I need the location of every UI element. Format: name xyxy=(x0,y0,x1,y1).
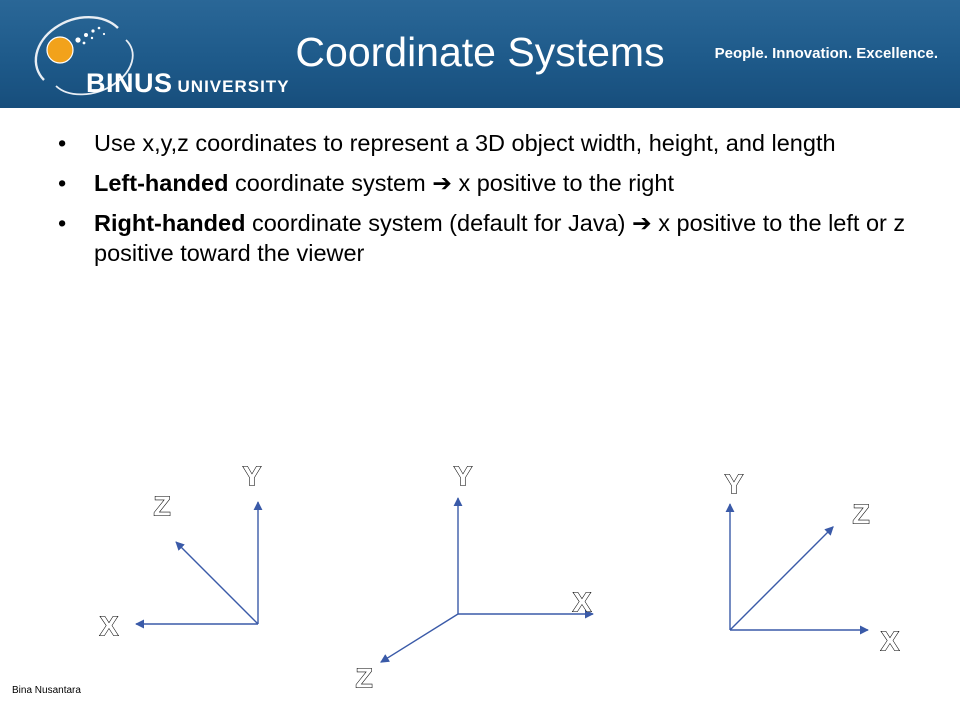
axis-z-label: Z xyxy=(153,490,171,522)
axis-y-label: Y xyxy=(242,460,262,492)
axis-x-label: X xyxy=(572,586,592,618)
bullet-dot-icon: • xyxy=(58,210,67,236)
axis-diagram xyxy=(100,460,262,641)
axis-diagram xyxy=(725,468,900,656)
bullet-dot-icon: • xyxy=(58,130,67,156)
logo-wordmark: BINUS UNIVERSITY xyxy=(86,68,290,98)
bullet-text: coordinate system (default for Java) ➔ x positive to the left or z positive toward the viewer xyxy=(94,210,906,266)
axis-z-arrow xyxy=(381,614,458,662)
axis-z-label: Z xyxy=(355,662,373,694)
axis-z-arrow xyxy=(730,527,833,630)
bullet-dot-icon: • xyxy=(58,170,67,196)
bullet-text: Use x,y,z coordinates to represent a 3D object width, height, and length xyxy=(94,130,836,156)
page-title: Coordinate Systems xyxy=(295,29,665,75)
bullet-bold-text: Left-handed xyxy=(94,170,229,196)
axis-diagram xyxy=(355,460,593,693)
axis-y-label: Y xyxy=(453,460,473,492)
bullet-bold-text: Right-handed xyxy=(94,210,246,236)
footer-text: Bina Nusantara xyxy=(12,685,81,696)
axis-z-arrow xyxy=(176,542,258,624)
bullet-text: coordinate system ➔ x positive to the right xyxy=(228,170,674,196)
axis-x-label: X xyxy=(880,625,900,657)
axis-x-label: X xyxy=(99,610,119,642)
axis-z-label: Z xyxy=(852,498,870,530)
tagline: People. Innovation. Excellence. xyxy=(714,45,938,62)
axis-y-label: Y xyxy=(724,468,744,500)
